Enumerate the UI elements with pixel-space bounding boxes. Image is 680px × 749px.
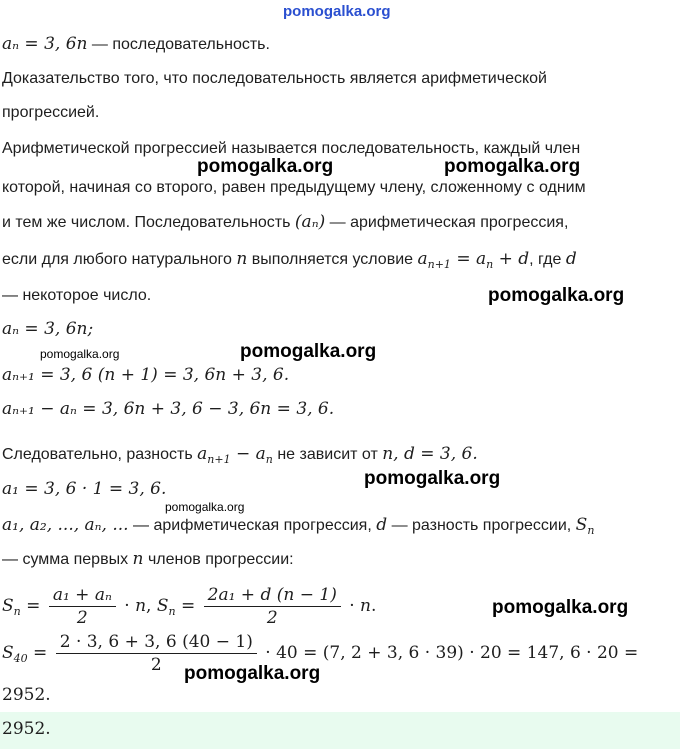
watermark: pomogalka.org (165, 500, 245, 514)
math-var: n (236, 249, 248, 269)
text-fragment: если для любого натурального (2, 251, 232, 268)
math-var: d (376, 515, 388, 535)
watermark: pomogalka.org (184, 663, 321, 684)
text-line (2, 33, 270, 56)
text-fragment: — сумма первых (2, 551, 129, 568)
text-line (2, 443, 478, 471)
text-fragment: и тем же числом. Последовательность (2, 214, 291, 231)
sum-formula: $S_n$ = $\frac{\text{a₁ + aₙ}}{2}$ · n, $S_n$ = $\frac{\text{2a₁ + d (n − 1)}}{2}$ · n. (2, 585, 377, 628)
text-line (2, 211, 568, 234)
text-line: прогрессией. (2, 104, 100, 121)
math-expr: (aₙ) (294, 212, 326, 232)
math-var: n (135, 596, 147, 616)
answer-box (0, 712, 680, 749)
watermark-top: pomogalka.org (283, 3, 391, 20)
math-expr: $a_{n+1} - a_n$ (197, 444, 273, 466)
text-line: которой, начиная со второго, равен предыдущему члену, сложенному с одним (2, 179, 586, 196)
text-line: Доказательство того, что последовательность является арифметической (2, 70, 547, 87)
watermark: pomogalka.org (40, 347, 120, 361)
math-var: d (565, 249, 577, 269)
text-fragment: — арифметическая прогрессия, (329, 214, 569, 231)
fraction (49, 584, 116, 629)
math-var: $S_n$ (575, 515, 595, 537)
text-line: Арифметической прогрессией называется последовательность, каждый член (2, 140, 581, 157)
math-expr: · 40 = (7, 2 + 3, 6 · 39) · 20 = 147, 6 · 20 = (265, 643, 639, 663)
text-fragment: не зависит от (277, 446, 378, 463)
math-expr: $a_{n+1} = a_n + d$ (417, 249, 530, 271)
text-fragment: членов прогрессии: (147, 551, 294, 568)
math-expr: n, d = 3, 6. (382, 444, 478, 464)
math-expr: a₁, a₂, ..., aₙ, ... (2, 515, 129, 535)
fraction-numerator: 2a₁ + d (n − 1) (204, 584, 341, 607)
text-fragment: — разность прогрессии, (391, 517, 572, 534)
watermark: pomogalka.org (240, 341, 377, 362)
fraction (56, 631, 257, 676)
math-var: $S_n$ (156, 596, 176, 618)
fraction-denominator: 2 (150, 655, 162, 675)
watermark: pomogalka.org (488, 285, 625, 306)
math-line: 2952. (2, 685, 51, 705)
text-line: — некоторое число. (2, 287, 152, 304)
answer-value: 2952. (2, 719, 51, 739)
fraction-denominator: 2 (76, 608, 88, 628)
fraction-numerator: 2 · 3, 6 + 3, 6 (40 − 1) (56, 631, 257, 654)
text-line (2, 514, 594, 542)
text-line (2, 248, 577, 276)
watermark: pomogalka.org (197, 156, 334, 177)
math-line: a₁ = 3, 6 · 1 = 3, 6. (2, 479, 167, 499)
fraction (204, 584, 341, 629)
text-fragment: — последовательность. (91, 36, 270, 53)
math-var: n (360, 596, 371, 616)
math-var: $S_{40}$ (2, 643, 28, 665)
math-line: aₙ = 3, 6n; (2, 319, 94, 339)
watermark: pomogalka.org (492, 597, 629, 618)
text-line (2, 548, 294, 571)
watermark: pomogalka.org (444, 156, 581, 177)
math-line: aₙ₊₁ − aₙ = 3, 6n + 3, 6 − 3, 6n = 3, 6. (2, 399, 335, 419)
text-fragment: — арифметическая прогрессия, (133, 517, 372, 534)
s40-formula: $S_{40}$ = $\frac{2 \cdot 3, 6 + 3, 6 (40 - 1)}{2}$ · 40 = (7, 2 + 3, 6 · 39) · 20 = 147, 6 · 20 = (2, 632, 639, 675)
math-var: n (132, 549, 144, 569)
math-var: $S_n$ (2, 596, 21, 618)
watermark: pomogalka.org (364, 468, 501, 489)
fraction-numerator: a₁ + aₙ (49, 584, 116, 607)
text-fragment: выполняется условие (251, 251, 414, 268)
math-line: aₙ₊₁ = 3, 6 (n + 1) = 3, 6n + 3, 6. (2, 365, 290, 385)
text-fragment: Следовательно, разность (2, 446, 193, 463)
text-fragment: , где (529, 251, 562, 268)
fraction-denominator: 2 (266, 608, 278, 628)
math-expr: aₙ = 3, 6n (2, 34, 88, 54)
